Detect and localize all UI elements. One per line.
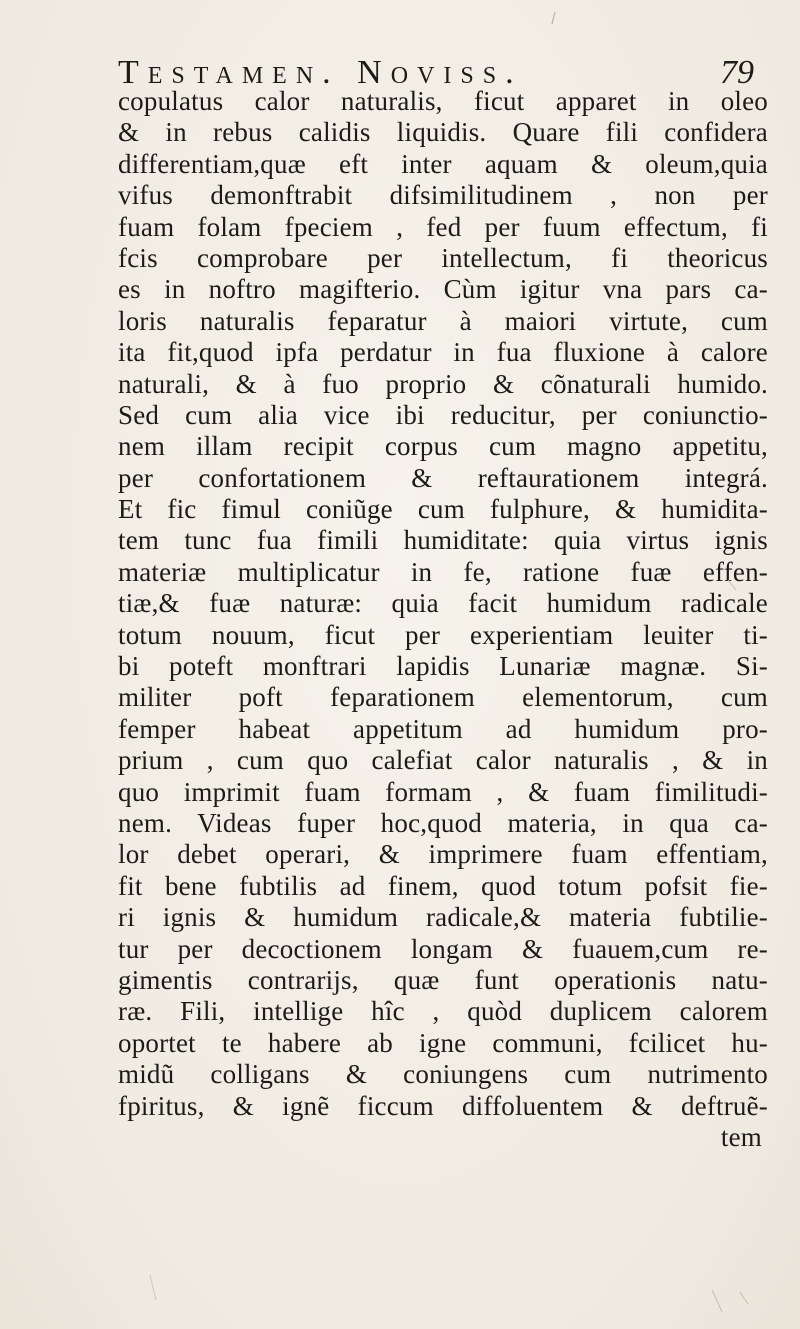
text-line: copulatus calor naturalis, ficut apparet in oleo <box>118 86 768 116</box>
running-head: Testamen. Noviss. <box>118 54 523 91</box>
text-line: nem. Videas fuper hoc,quod materia, in qua ca- <box>118 807 768 838</box>
text-line: naturali, & à fuo proprio & cõnaturali humido. <box>118 368 768 399</box>
text-line: militer poft feparationem elementorum, cum <box>118 682 768 713</box>
text-line: tiæ,& fuæ naturæ: quia facit humidum radicale <box>118 588 768 619</box>
text-line: materiæ multiplicatur in fe, ratione fuæ effen- <box>118 556 768 587</box>
text-line: Sed cum alia vice ibi reducitur, per coniunctio- <box>118 399 768 430</box>
text-line: fcis comprobare per intellectum, fi theoricus <box>118 242 768 273</box>
text-line: es in noftro magifterio. Cùm igitur vna pars ca- <box>118 274 768 305</box>
text-line: & in rebus calidis liquidis. Quare fili confidera <box>118 117 768 148</box>
text-line: vifus demonftrabit difsimilitudinem , non per <box>118 180 768 211</box>
text-line: nem illam recipit corpus cum magno appetitu, <box>118 431 768 462</box>
text-line: oportet te habere ab igne communi, fcilicet hu- <box>118 1027 768 1058</box>
text-line: tem tunc fua fimili humiditate: quia virtus ignis <box>118 525 768 556</box>
body-text <box>118 86 768 1153</box>
text-line: per confortationem & reftaurationem integrá. <box>118 462 768 493</box>
text-line: Et fic fimul coniũge cum fulphure, & humidita- <box>118 494 768 525</box>
text-line: gimentis contrarijs, quæ funt operationis natu- <box>118 964 768 995</box>
text-line: differentiam,quæ eft inter aquam & oleum,quia <box>118 148 768 179</box>
text-line: lor debet operari, & imprimere fuam effentiam, <box>118 839 768 870</box>
text-line: fit bene fubtilis ad finem, quod totum pofsit fie- <box>118 870 768 901</box>
text-line: bi poteft monftrari lapidis Lunariæ magnæ. Si- <box>118 651 768 682</box>
text-line: tur per decoctionem longam & fuauem,cum re- <box>118 933 768 964</box>
text-line: prium , cum quo calefiat calor naturalis , & in <box>118 745 768 776</box>
text-line: ri ignis & humidum radicale,& materia fubtilie- <box>118 902 768 933</box>
text-line: loris naturalis feparatur à maiori virtute, cum <box>118 305 768 336</box>
text-line: ita fit,quod ipfa perdatur in fua fluxione à calore <box>118 337 768 368</box>
text-line: ræ. Fili, intellige hîc , quòd duplicem calorem <box>118 996 768 1027</box>
text-line: midũ colligans & coniungens cum nutrimento <box>118 1059 768 1090</box>
text-line: fuam folam fpeciem , fed per fuum effectum, fi <box>118 211 768 242</box>
text-line: quo imprimit fuam formam , & fuam fimilitudi- <box>118 776 768 807</box>
text-line: totum nouum, ficut per experientiam leuiter ti- <box>118 619 768 650</box>
page-number: 79 <box>720 54 754 91</box>
text-line: femper habeat appetitum ad humidum pro- <box>118 713 768 744</box>
text-line: fpiritus, & ignẽ ficcum diffoluentem & deftruẽ- <box>118 1090 768 1121</box>
text-line: tem <box>720 1121 762 1152</box>
